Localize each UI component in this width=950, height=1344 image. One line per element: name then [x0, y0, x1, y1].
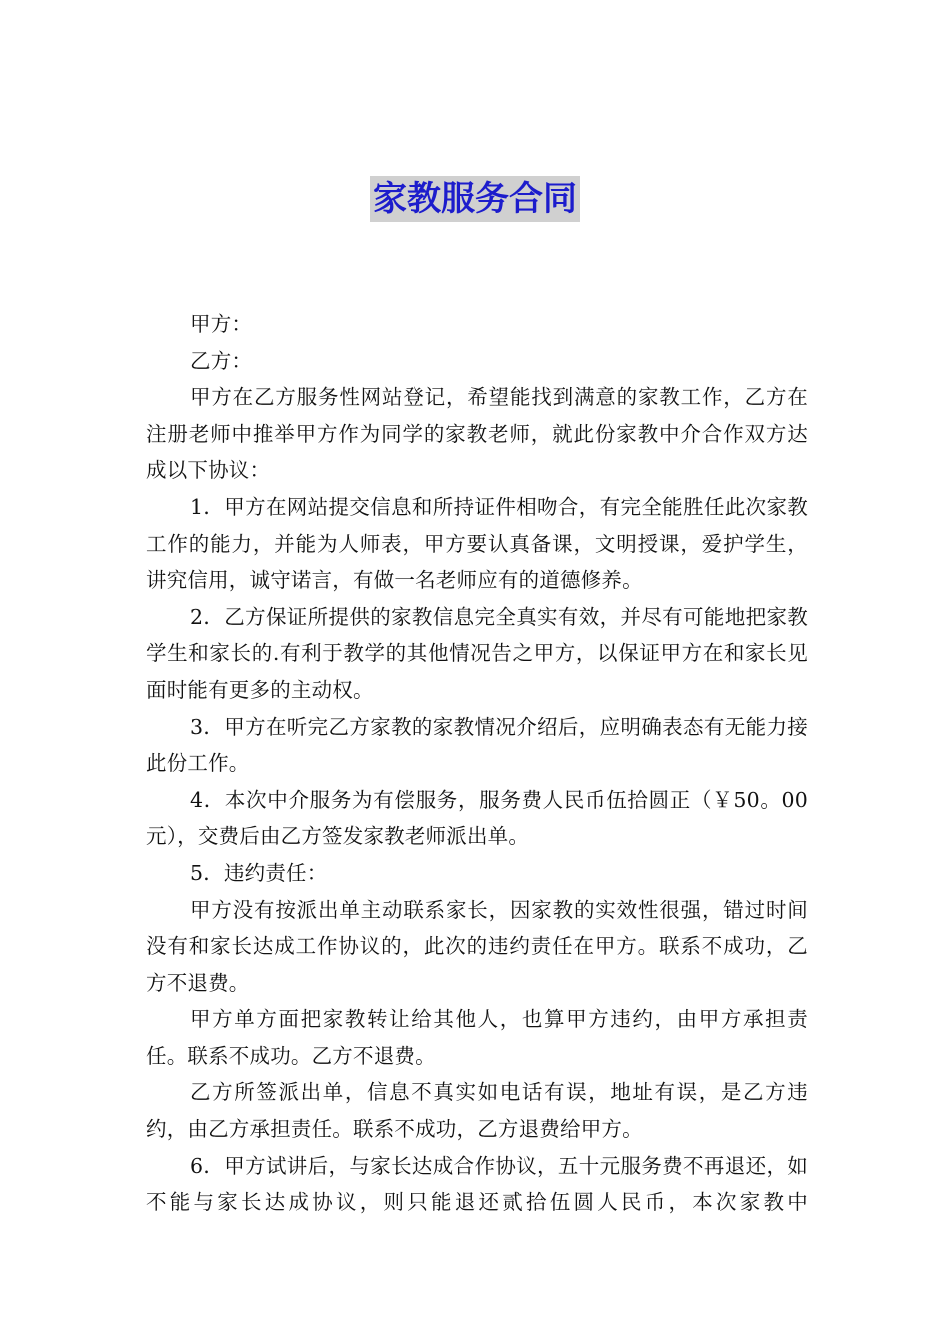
party-a-line: 甲方：	[190, 312, 253, 336]
document-title: 家教服务合同	[370, 176, 580, 222]
clause-1: 1．甲方在网站提交信息和所持证件相吻合，有完全能胜任此次家教工作的能力，并能为人师表，甲方要认真备课，文明授课，爱护学生，讲究信用，诚守诺言，有做一名老师应有的道德修养。	[146, 494, 808, 593]
clause-3: 3．甲方在听完乙方家教的家教情况介绍后，应明确表态有无能力接此份工作。	[146, 714, 808, 776]
preamble-paragraph: 甲方在乙方服务性网站登记，希望能找到满意的家教工作，乙方在注册老师中推举甲方作为同学的家教老师，就此份家教中介合作双方达成以下协议：	[146, 385, 808, 483]
clause-5-item-2: 甲方单方面把家教转让给其他人，也算甲方违约，由甲方承担责任。联系不成功。乙方不退费。	[146, 1007, 808, 1068]
party-b-line: 乙方：	[190, 348, 253, 373]
document-body	[146, 306, 808, 1221]
clause-5-item-1: 甲方没有按派出单主动联系家长，因家教的实效性很强，错过时间没有和家长达成工作协议的，此次的违约责任在甲方。联系不成功，乙方不退费。	[146, 897, 808, 995]
clause-2: 2．乙方保证所提供的家教信息完全真实有效，并尽有可能地把家教学生和家长的.有利于教学的其他情况告之甲方，以保证甲方在和家长见面时能有更多的主动权。	[146, 604, 808, 702]
clause-6: 6．甲方试讲后，与家长达成合作协议，五十元服务费不再退还，如不能与家长达成协议，则只能退还贰拾伍圆人民币，本次家教中	[146, 1153, 808, 1215]
clause-5-item-3: 乙方所签派出单，信息不真实如电话有误，地址有误，是乙方违约，由乙方承担责任。联系不成功，乙方退费给甲方。	[146, 1080, 808, 1142]
clause-4: 4．本次中介服务为有偿服务，服务费人民币伍拾圆正（￥50。00元），交费后由乙方签发家教老师派出单。	[146, 787, 808, 849]
title-container	[0, 176, 950, 222]
clause-5-heading: 5．违约责任：	[190, 860, 328, 885]
